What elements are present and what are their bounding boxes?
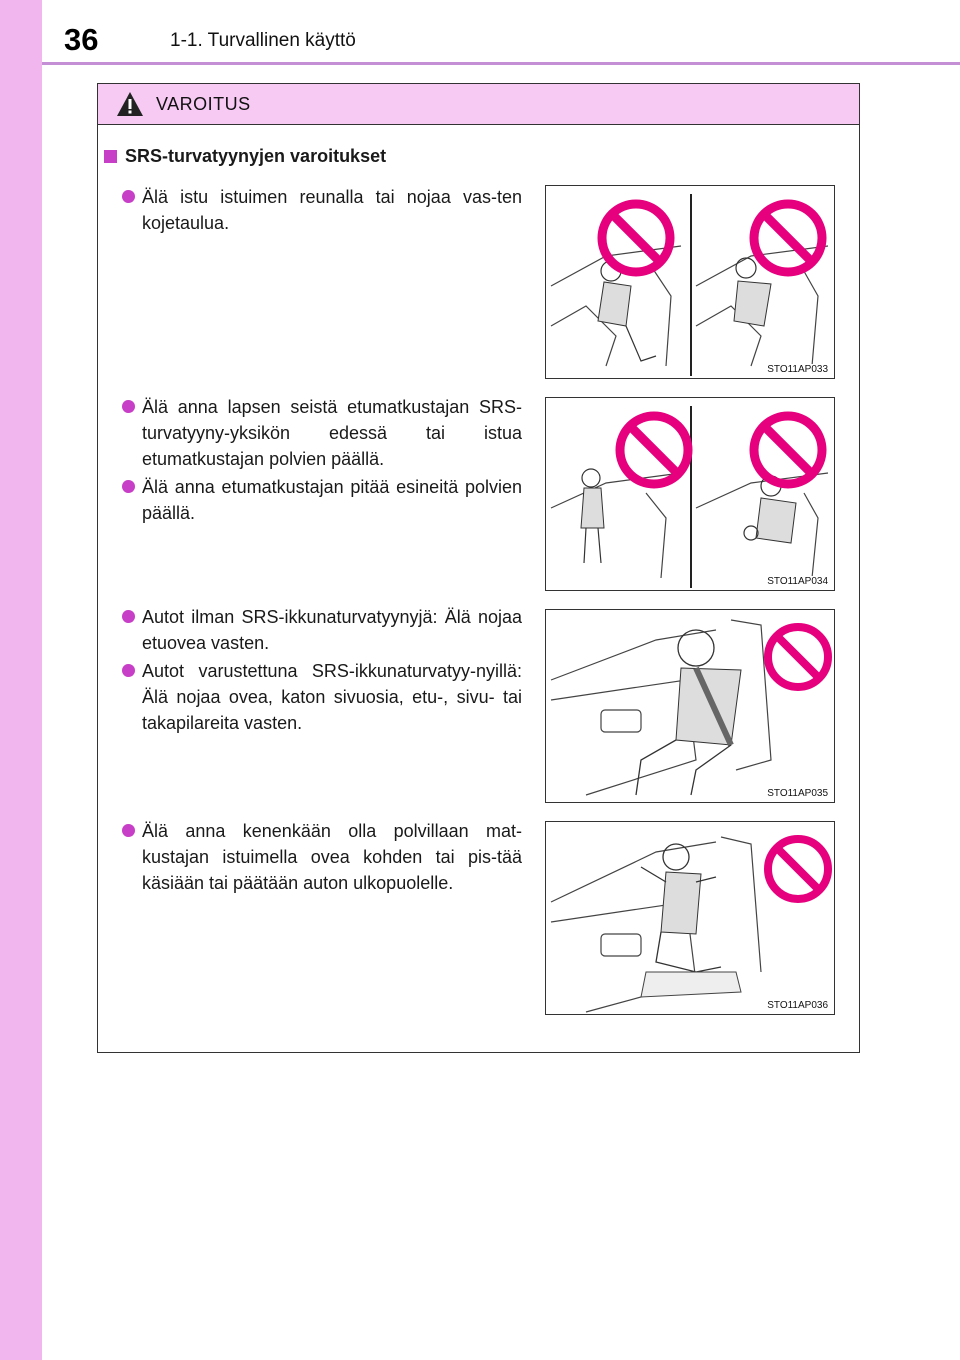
prohibition-icon: [768, 839, 828, 899]
circle-bullet-icon: [122, 664, 135, 677]
bullet-item: [122, 658, 522, 736]
illustration-kneeling: [545, 821, 835, 1015]
figure-code: STO11AP034: [767, 576, 828, 587]
illustration-lean-dashboard: [545, 185, 835, 379]
bullet-item: [122, 184, 522, 236]
bullet-text: Autot ilman SRS-ikkunaturvatyynyjä: Älä nojaa etuovea vasten.: [142, 607, 522, 653]
figure-code: STO11AP036: [767, 1000, 828, 1011]
bullet-text: Älä anna kenenkään olla polvillaan mat-kustajan istuimella ovea kohden tai pis-tää käsiään tai päätään auton ulkopuolelle.: [142, 821, 522, 893]
illustration-child-standing: [545, 397, 835, 591]
prohibition-icon: [754, 204, 822, 272]
prohibition-icon: [754, 416, 822, 484]
circle-bullet-icon: [122, 824, 135, 837]
warning-triangle-icon: [116, 91, 144, 117]
prohibition-icon: [768, 627, 828, 687]
bullet-text: Älä anna lapsen seistä etumatkustajan SRS-turvatyyny-yksikön edessä tai istua etumatkustajan polvien päällä.: [142, 397, 522, 469]
circle-bullet-icon: [122, 190, 135, 203]
circle-bullet-icon: [122, 610, 135, 623]
section-title: 1-1. Turvallinen käyttö: [170, 30, 356, 51]
bullet-item: [122, 394, 522, 472]
bullet-text: Autot varustettuna SRS-ikkunaturvatyy-nyillä: Älä nojaa ovea, katon sivuosia, etu-, sivu- tai takapilareita vasten.: [142, 661, 522, 733]
circle-bullet-icon: [122, 480, 135, 493]
subheading-text: SRS-turvatyynyjen varoitukset: [125, 146, 387, 166]
figure-code: STO11AP035: [767, 788, 828, 799]
bullet-item: [122, 474, 522, 526]
warning-header: [98, 84, 859, 125]
side-color-strip: [0, 0, 42, 1360]
page-header: [42, 0, 960, 64]
header-divider: [42, 62, 960, 65]
page-number: 36: [64, 22, 99, 57]
figure-code: STO11AP033: [767, 364, 828, 375]
bullet-text: Älä istu istuimen reunalla tai nojaa vas-ten kojetaulua.: [142, 187, 522, 233]
bullet-text: Älä anna etumatkustajan pitää esineitä polvien päällä.: [142, 477, 522, 523]
illustration-lean-door: [545, 609, 835, 803]
bullet-item: [122, 818, 522, 896]
circle-bullet-icon: [122, 400, 135, 413]
warning-label: VAROITUS: [156, 94, 251, 114]
prohibition-icon: [620, 416, 688, 484]
prohibition-icon: [602, 204, 670, 272]
warning-box: [97, 83, 860, 1053]
square-bullet-icon: [104, 150, 117, 163]
subheading: [104, 146, 386, 167]
bullet-item: [122, 604, 522, 656]
